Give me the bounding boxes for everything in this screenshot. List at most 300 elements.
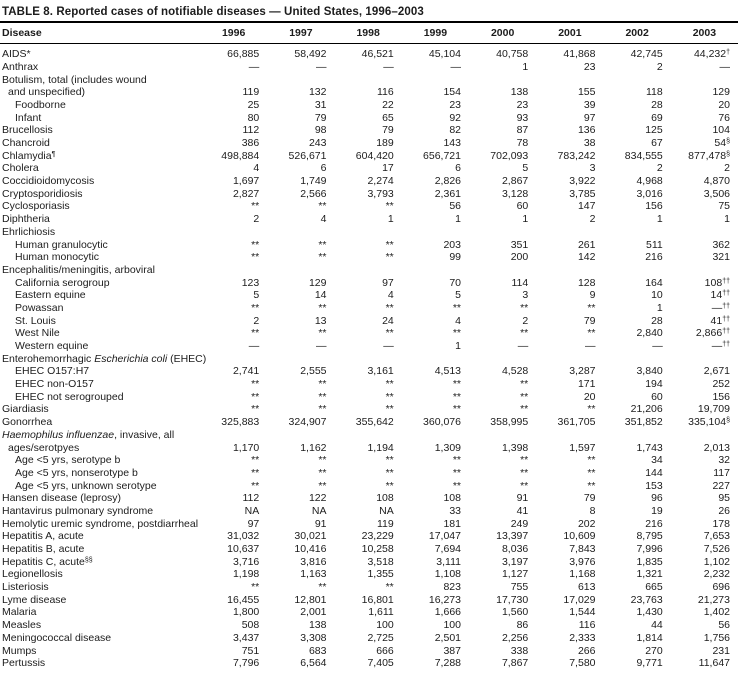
value-cell bbox=[200, 556, 267, 569]
value-text: 128 bbox=[577, 276, 596, 289]
value-cell bbox=[604, 238, 671, 251]
value-text: ** bbox=[318, 479, 327, 492]
value-cell bbox=[335, 238, 402, 251]
value-cell bbox=[402, 365, 469, 378]
disease-label bbox=[0, 73, 200, 86]
value-cell bbox=[469, 517, 536, 530]
value-text: 79 bbox=[583, 492, 596, 505]
column-header-year: 2000 bbox=[469, 23, 536, 44]
value-cell bbox=[604, 530, 671, 543]
value-cell bbox=[335, 61, 402, 74]
disease-name-text: Hansen disease (leprosy) bbox=[2, 492, 122, 505]
value-text: 3,128 bbox=[501, 187, 529, 200]
disease-label bbox=[0, 505, 200, 518]
disease-name-text: Anthrax bbox=[2, 60, 39, 73]
value-text: 1,168 bbox=[569, 568, 596, 581]
value-text: 56 bbox=[449, 200, 461, 213]
value-cell bbox=[604, 213, 671, 226]
value-cell bbox=[402, 213, 469, 226]
table-row bbox=[0, 99, 738, 112]
value-cell bbox=[604, 454, 671, 467]
value-text: 4,968 bbox=[636, 175, 663, 188]
value-text: 4,513 bbox=[434, 365, 461, 378]
value-text: 17,047 bbox=[428, 530, 461, 543]
footnote-marker: †† bbox=[722, 290, 730, 298]
value-text: 2,866 bbox=[695, 327, 723, 340]
value-cell bbox=[335, 378, 402, 391]
table-row bbox=[0, 124, 738, 137]
value-text: 361,705 bbox=[557, 416, 596, 429]
value-text: 823 bbox=[443, 581, 461, 594]
value-text: 20 bbox=[718, 98, 730, 111]
value-cell bbox=[267, 302, 334, 315]
value-cell bbox=[335, 86, 402, 99]
value-text: 14 bbox=[314, 289, 327, 302]
value-cell bbox=[200, 416, 267, 429]
value-cell bbox=[402, 111, 469, 124]
value-cell bbox=[335, 632, 402, 645]
value-text: 154 bbox=[443, 86, 461, 99]
value-cell bbox=[402, 200, 469, 213]
value-cell bbox=[267, 188, 334, 201]
value-cell bbox=[402, 441, 469, 454]
value-cell bbox=[335, 137, 402, 150]
value-cell bbox=[536, 492, 603, 505]
disease-name-text: (EHEC) bbox=[167, 352, 207, 365]
value-cell bbox=[469, 632, 536, 645]
value-text: 2,274 bbox=[367, 175, 394, 188]
disease-label bbox=[0, 467, 200, 480]
value-text: 1 bbox=[455, 340, 461, 353]
value-text: 2,256 bbox=[501, 631, 529, 644]
value-cell bbox=[536, 162, 603, 175]
value-cell bbox=[671, 441, 738, 454]
value-cell bbox=[469, 403, 536, 416]
disease-label bbox=[0, 175, 200, 188]
disease-name-text: Enterohemorrhagic bbox=[2, 352, 95, 365]
empty-cell bbox=[200, 429, 738, 442]
value-cell bbox=[604, 403, 671, 416]
value-cell bbox=[671, 276, 738, 289]
value-text: ** bbox=[318, 466, 327, 479]
value-cell bbox=[335, 150, 402, 163]
value-cell bbox=[469, 606, 536, 619]
table-row bbox=[0, 276, 738, 289]
value-cell bbox=[267, 175, 334, 188]
value-text: — bbox=[711, 340, 723, 353]
value-cell bbox=[335, 251, 402, 264]
value-cell bbox=[604, 416, 671, 429]
value-cell bbox=[604, 505, 671, 518]
value-text: 10 bbox=[651, 289, 663, 302]
value-cell bbox=[200, 238, 267, 251]
table-row bbox=[0, 619, 738, 632]
value-cell bbox=[200, 251, 267, 264]
value-text: 91 bbox=[516, 492, 529, 505]
value-cell bbox=[536, 289, 603, 302]
disease-name-text: Western equine bbox=[15, 340, 89, 353]
value-text: 21,206 bbox=[630, 403, 663, 416]
value-cell bbox=[200, 175, 267, 188]
value-text: 3,016 bbox=[636, 187, 663, 200]
value-text: ** bbox=[318, 200, 327, 213]
value-cell bbox=[335, 416, 402, 429]
value-text: 1,309 bbox=[434, 441, 461, 454]
value-cell bbox=[402, 467, 469, 480]
value-cell bbox=[267, 657, 334, 670]
value-cell bbox=[536, 606, 603, 619]
value-text: 3,518 bbox=[367, 555, 394, 568]
value-text: 1,800 bbox=[232, 606, 260, 619]
value-cell bbox=[402, 188, 469, 201]
value-cell bbox=[267, 327, 334, 340]
value-text: — bbox=[383, 60, 394, 73]
value-cell bbox=[335, 276, 402, 289]
value-text: 325,883 bbox=[221, 416, 260, 429]
table-title: TABLE 8. Reported cases of notifiable diseases — United States, 1996–2003 bbox=[0, 0, 738, 23]
value-text: 23,763 bbox=[630, 593, 663, 606]
value-cell bbox=[671, 657, 738, 670]
value-cell bbox=[469, 238, 536, 251]
value-text: — bbox=[248, 60, 260, 73]
value-text: 12,801 bbox=[294, 593, 327, 606]
value-cell bbox=[469, 594, 536, 607]
table-row bbox=[0, 581, 738, 594]
value-text: ** bbox=[385, 327, 394, 340]
value-cell bbox=[200, 644, 267, 657]
value-cell bbox=[402, 314, 469, 327]
value-text: — bbox=[517, 340, 529, 353]
value-text: 3,785 bbox=[569, 187, 596, 200]
disease-name-text: Ehrlichiosis bbox=[2, 225, 56, 238]
column-header-year: 1996 bbox=[200, 23, 267, 44]
value-cell bbox=[469, 581, 536, 594]
value-text: 104 bbox=[712, 124, 730, 137]
value-cell bbox=[671, 543, 738, 556]
value-text: 156 bbox=[645, 200, 663, 213]
value-cell bbox=[200, 403, 267, 416]
table-row bbox=[0, 644, 738, 657]
table-row bbox=[0, 302, 738, 315]
value-cell bbox=[402, 594, 469, 607]
value-cell bbox=[469, 365, 536, 378]
value-text: 2,741 bbox=[232, 365, 260, 378]
value-text: 28 bbox=[651, 98, 663, 111]
value-text: 91 bbox=[314, 517, 327, 530]
value-cell bbox=[335, 568, 402, 581]
disease-name-text: Human monocytic bbox=[15, 251, 100, 264]
value-cell bbox=[671, 99, 738, 112]
header-row bbox=[0, 23, 738, 44]
value-text: — bbox=[450, 60, 461, 73]
value-text: 93 bbox=[516, 111, 529, 124]
value-cell bbox=[604, 188, 671, 201]
value-text: 1,756 bbox=[703, 631, 730, 644]
footnote-marker: § bbox=[726, 150, 730, 158]
table-row bbox=[0, 441, 738, 454]
value-text: 76 bbox=[718, 111, 730, 124]
value-cell bbox=[469, 302, 536, 315]
value-text: ** bbox=[251, 378, 260, 391]
value-text: 28 bbox=[651, 314, 663, 327]
value-cell bbox=[536, 403, 603, 416]
value-text: 2,827 bbox=[232, 187, 260, 200]
value-cell bbox=[469, 454, 536, 467]
value-text: 696 bbox=[712, 581, 730, 594]
value-cell bbox=[469, 86, 536, 99]
value-text: 6 bbox=[320, 162, 327, 175]
disease-label bbox=[0, 162, 200, 175]
value-text: 335,104 bbox=[688, 416, 727, 429]
value-cell bbox=[604, 492, 671, 505]
value-text: 1,102 bbox=[703, 555, 730, 568]
value-text: 231 bbox=[712, 644, 730, 657]
disease-label bbox=[0, 543, 200, 556]
value-cell bbox=[335, 200, 402, 213]
value-text: 2,671 bbox=[703, 365, 730, 378]
value-cell bbox=[536, 632, 603, 645]
value-text: 119 bbox=[242, 86, 260, 99]
footnote-marker: §§ bbox=[84, 556, 93, 564]
value-text: NA bbox=[379, 504, 394, 517]
value-text: 123 bbox=[241, 276, 260, 289]
value-cell bbox=[604, 162, 671, 175]
column-header-year: 2002 bbox=[604, 23, 671, 44]
footnote-marker: †† bbox=[722, 277, 730, 285]
value-text: 46,521 bbox=[361, 48, 394, 61]
value-cell bbox=[267, 137, 334, 150]
value-cell bbox=[671, 327, 738, 340]
disease-label bbox=[0, 606, 200, 619]
value-text: 79 bbox=[314, 111, 327, 124]
value-cell bbox=[200, 302, 267, 315]
value-text: ** bbox=[520, 301, 529, 314]
value-text: 2 bbox=[656, 60, 663, 73]
value-cell bbox=[402, 86, 469, 99]
table-row bbox=[0, 391, 738, 404]
value-cell bbox=[604, 517, 671, 530]
value-text: 1,170 bbox=[232, 441, 260, 454]
value-cell bbox=[604, 479, 671, 492]
value-cell bbox=[200, 289, 267, 302]
value-cell bbox=[402, 403, 469, 416]
disease-label bbox=[0, 200, 200, 213]
disease-label bbox=[0, 137, 200, 150]
value-text: 3,308 bbox=[300, 631, 327, 644]
disease-name-text: Meningococcal disease bbox=[2, 631, 112, 644]
value-cell bbox=[604, 543, 671, 556]
value-text: 78 bbox=[516, 137, 529, 150]
footnote-marker: †† bbox=[722, 328, 730, 336]
value-text: 95 bbox=[718, 492, 730, 505]
value-cell bbox=[200, 378, 267, 391]
table-row bbox=[0, 314, 738, 327]
value-text: 10,258 bbox=[361, 543, 394, 556]
value-text: 386 bbox=[241, 137, 260, 150]
value-cell bbox=[402, 327, 469, 340]
value-cell bbox=[671, 365, 738, 378]
table-row bbox=[0, 200, 738, 213]
value-text: 324,907 bbox=[288, 416, 327, 429]
value-text: 6 bbox=[455, 162, 461, 175]
value-cell bbox=[335, 365, 402, 378]
disease-name-text: Eastern equine bbox=[15, 289, 86, 302]
value-cell bbox=[671, 86, 738, 99]
value-cell bbox=[671, 568, 738, 581]
value-cell bbox=[335, 594, 402, 607]
value-text: ** bbox=[251, 581, 260, 594]
value-cell bbox=[536, 44, 603, 61]
value-text: 119 bbox=[377, 517, 394, 530]
value-text: — bbox=[652, 340, 663, 353]
section-header-row bbox=[0, 226, 738, 239]
disease-label bbox=[0, 302, 200, 315]
value-cell bbox=[604, 340, 671, 353]
value-text: 2 bbox=[253, 314, 260, 327]
value-text: 189 bbox=[376, 137, 394, 150]
value-cell bbox=[335, 403, 402, 416]
value-text: NA bbox=[311, 504, 327, 517]
value-text: 1 bbox=[656, 301, 663, 314]
value-text: 877,478 bbox=[688, 149, 727, 162]
value-cell bbox=[200, 517, 267, 530]
disease-label bbox=[0, 213, 200, 226]
value-cell bbox=[335, 530, 402, 543]
value-cell bbox=[469, 213, 536, 226]
value-cell bbox=[536, 251, 603, 264]
value-cell bbox=[267, 238, 334, 251]
value-text: 2 bbox=[253, 213, 260, 226]
value-text: 143 bbox=[443, 137, 461, 150]
notifiable-diseases-table bbox=[0, 23, 738, 670]
value-text: ** bbox=[520, 479, 529, 492]
value-text: 136 bbox=[577, 124, 596, 137]
value-cell bbox=[200, 619, 267, 632]
value-cell bbox=[402, 568, 469, 581]
value-cell bbox=[536, 467, 603, 480]
value-text: 1,198 bbox=[232, 568, 260, 581]
value-text: ** bbox=[385, 403, 394, 416]
value-text: 1,743 bbox=[636, 441, 663, 454]
value-text: ** bbox=[251, 466, 260, 479]
value-text: ** bbox=[385, 479, 394, 492]
value-cell bbox=[536, 213, 603, 226]
value-cell bbox=[671, 124, 738, 137]
value-cell bbox=[604, 124, 671, 137]
table-row bbox=[0, 594, 738, 607]
value-cell bbox=[200, 606, 267, 619]
empty-cell bbox=[200, 226, 738, 239]
value-cell bbox=[469, 644, 536, 657]
table-row bbox=[0, 378, 738, 391]
value-text: ** bbox=[452, 327, 461, 340]
value-cell bbox=[671, 556, 738, 569]
value-cell bbox=[671, 111, 738, 124]
value-text: ** bbox=[251, 390, 260, 403]
value-text: 45,104 bbox=[428, 48, 461, 61]
disease-name-text: Hantavirus pulmonary syndrome bbox=[2, 504, 154, 517]
value-cell bbox=[536, 568, 603, 581]
value-cell bbox=[267, 124, 334, 137]
value-text: 144 bbox=[645, 466, 663, 479]
disease-name-text: Age <5 yrs, unknown serotype bbox=[15, 479, 157, 492]
value-cell bbox=[469, 327, 536, 340]
value-cell bbox=[536, 581, 603, 594]
value-text: 7,653 bbox=[703, 530, 730, 543]
value-cell bbox=[536, 378, 603, 391]
value-cell bbox=[469, 124, 536, 137]
value-text: 97 bbox=[382, 276, 394, 289]
value-text: 54 bbox=[714, 137, 727, 150]
value-text: 2 bbox=[724, 162, 730, 175]
disease-name-text: Mumps bbox=[2, 644, 37, 657]
value-cell bbox=[469, 441, 536, 454]
value-text: 3 bbox=[589, 162, 596, 175]
footnote-marker: § bbox=[726, 417, 730, 425]
value-text: 216 bbox=[645, 251, 663, 264]
table-row bbox=[0, 416, 738, 429]
value-text: 2,867 bbox=[501, 175, 529, 188]
value-text: ** bbox=[385, 454, 394, 467]
value-cell bbox=[402, 61, 469, 74]
value-cell bbox=[402, 556, 469, 569]
value-text: ** bbox=[385, 238, 394, 251]
value-cell bbox=[469, 188, 536, 201]
disease-label bbox=[0, 441, 200, 454]
value-text: 3,437 bbox=[232, 631, 260, 644]
value-text: 75 bbox=[718, 200, 730, 213]
value-cell bbox=[402, 543, 469, 556]
disease-name-text: Hepatitis C, acute bbox=[2, 555, 85, 568]
value-text: 108 bbox=[443, 492, 461, 505]
value-cell bbox=[267, 416, 334, 429]
value-text: 8,036 bbox=[501, 543, 529, 556]
value-text: ** bbox=[520, 378, 529, 391]
value-text: 5 bbox=[522, 162, 529, 175]
disease-name-text: Legionellosis bbox=[2, 568, 63, 581]
value-cell bbox=[200, 162, 267, 175]
value-text: 26 bbox=[718, 504, 730, 517]
value-text: 1,108 bbox=[434, 568, 461, 581]
value-cell bbox=[469, 556, 536, 569]
value-text: 1,163 bbox=[300, 568, 327, 581]
disease-label bbox=[0, 327, 200, 340]
value-text: — bbox=[248, 340, 260, 353]
value-text: 92 bbox=[449, 111, 461, 124]
value-cell bbox=[536, 175, 603, 188]
value-text: 3,922 bbox=[569, 175, 596, 188]
section-header-row bbox=[0, 264, 738, 277]
value-cell bbox=[536, 111, 603, 124]
value-cell bbox=[469, 44, 536, 61]
value-cell bbox=[671, 137, 738, 150]
disease-label bbox=[0, 454, 200, 467]
value-cell bbox=[402, 137, 469, 150]
value-cell bbox=[469, 416, 536, 429]
value-text: 34 bbox=[651, 454, 663, 467]
value-cell bbox=[402, 606, 469, 619]
value-text: 2,826 bbox=[434, 175, 461, 188]
value-cell bbox=[200, 213, 267, 226]
value-cell bbox=[402, 391, 469, 404]
value-cell bbox=[335, 467, 402, 480]
value-cell bbox=[267, 378, 334, 391]
value-text: 41,868 bbox=[563, 48, 596, 61]
disease-label bbox=[0, 644, 200, 657]
value-text: 13 bbox=[314, 314, 327, 327]
disease-name-text: Hemolytic uremic syndrome, postdiarrheal bbox=[2, 517, 199, 530]
value-text: 270 bbox=[645, 644, 663, 657]
